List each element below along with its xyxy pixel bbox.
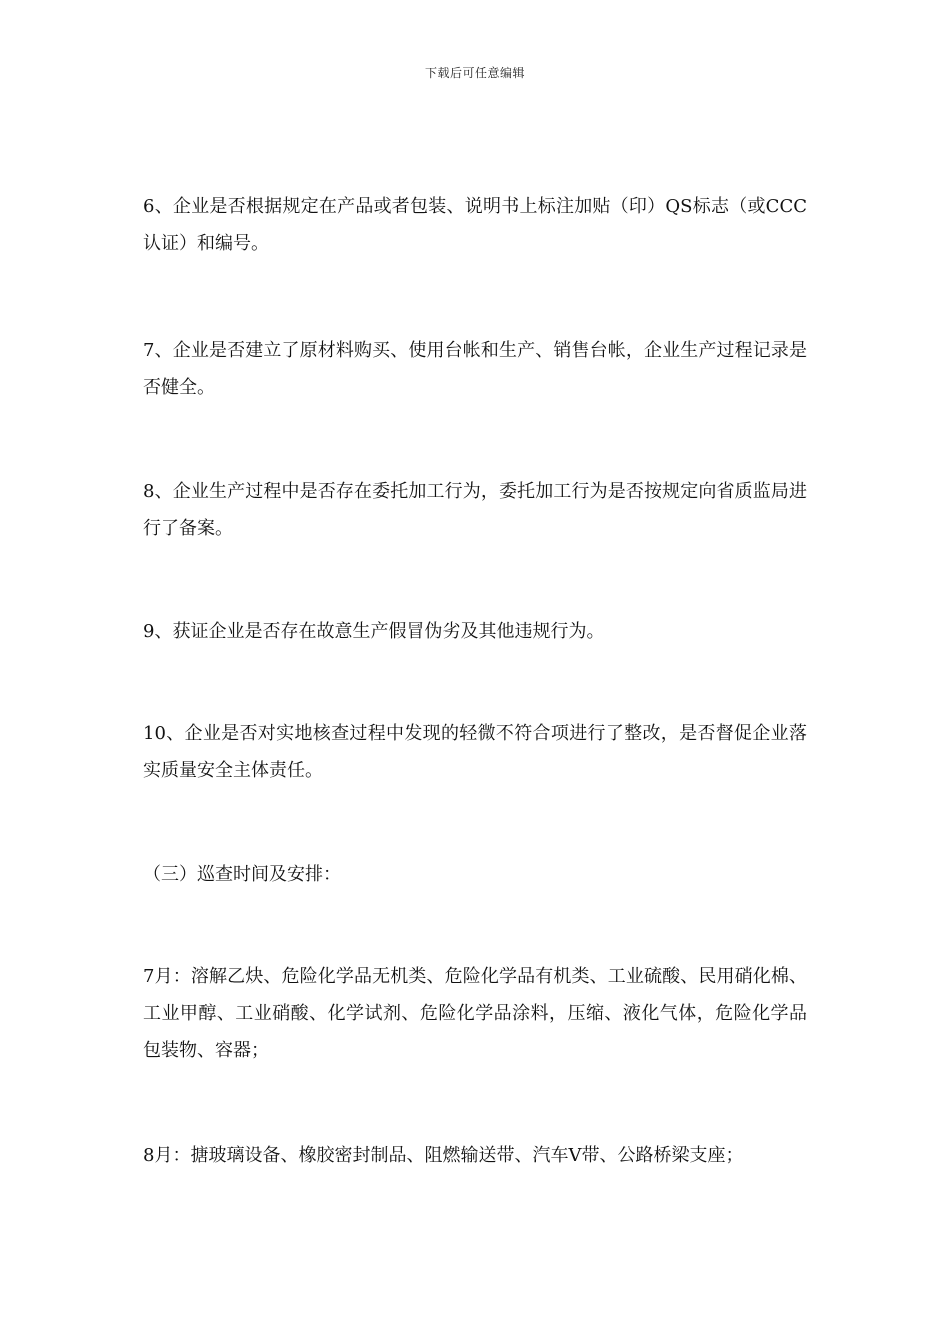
paragraph-item-10: 10、企业是否对实地核查过程中发现的轻微不符合项进行了整改，是否督促企业落实质量安全主体责任。 (143, 723, 807, 781)
page-header: 下载后可任意编辑 (424, 66, 525, 80)
schedule-august: 8月：搪玻璃设备、橡胶密封制品、阻燃输送带、汽车V带、公路桥梁支座； (143, 1145, 744, 1166)
paragraph-item-8: 8、企业生产过程中是否存在委托加工行为，委托加工行为是否按规定向省质监局进行了备案。 (143, 481, 807, 539)
paragraph-item-9: 9、获证企业是否存在故意生产假冒伪劣及其他违规行为。 (143, 621, 605, 642)
paragraph-item-7: 7、企业是否建立了原材料购买、使用台帐和生产、销售台帐，企业生产过程记录是否健全。 (143, 340, 807, 398)
section-heading: （三）巡查时间及安排： (143, 864, 341, 885)
schedule-july: 7月：溶解乙炔、危险化学品无机类、危险化学品有机类、工业硫酸、民用硝化棉、工业甲醇、工业硝酸、化学试剂、危险化学品涂料，压缩、液化气体，危险化学品包装物、容器； (143, 966, 807, 1061)
paragraph-item-6: 6、企业是否根据规定在产品或者包装、说明书上标注加贴（印）QS标志（或CCC认证）和编号。 (143, 196, 807, 254)
